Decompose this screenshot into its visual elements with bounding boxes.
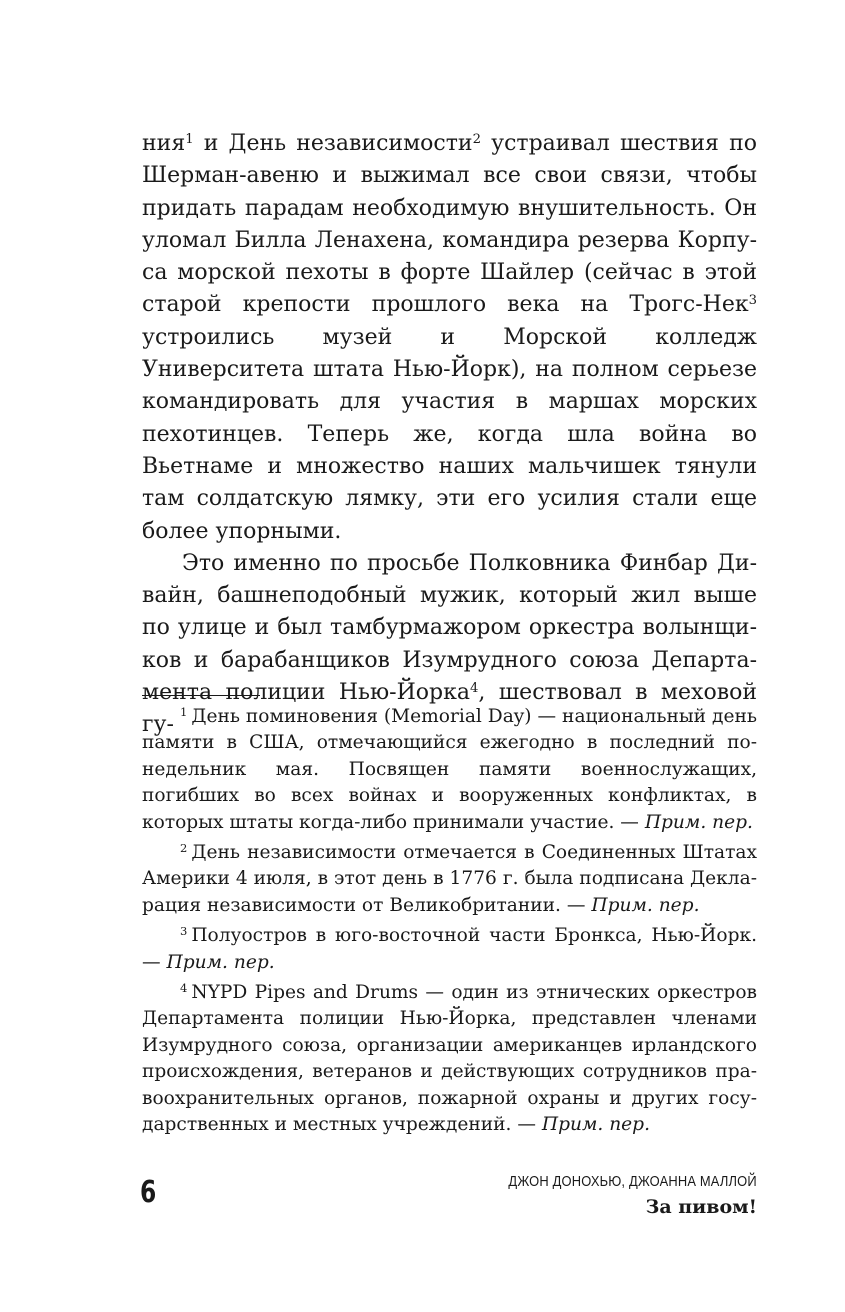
text-run: ния (142, 131, 186, 156)
footnote-divider (142, 695, 260, 696)
footnote-text: Полуостров в юго-восточной части Бронкса, Нью-Йорк. — (142, 925, 757, 973)
text-run: устраивал шествия по Шерман-авеню и выжимал все свои связи, чтобы придать парадам необходимую внушительность. Он уломал Билла Ленахена, командира резерва Корпуса морской пехоты в форте Шайлер (сейчас в этой старой крепости прошлого века на Трогс-Нек (142, 131, 757, 318)
footnote-3 (142, 923, 757, 976)
footnote-2 (142, 840, 757, 919)
running-book-title: За пивом! (645, 1196, 757, 1218)
footnote-number: 3 (180, 924, 188, 939)
translator-note: Прим. пер. (591, 894, 700, 916)
main-text (142, 128, 757, 742)
translator-note: Прим. пер. (541, 1114, 650, 1136)
translator-note: Прим. пер. (166, 951, 275, 973)
footnote-text: День поминовения (Memorial Day) — национальный день памяти в США, отмечающийся ежегодно в последний понедельник мая. Посвящен памяти военнослужащих, погибших во всех войнах и вооруженных конфликтах, в которых штаты когда-либо принимали участие. — (142, 706, 757, 833)
footnote-ref-2[interactable]: 2 (472, 131, 481, 147)
footnote-number: 1 (180, 705, 188, 720)
footnote-4 (142, 980, 757, 1138)
footnote-number: 4 (180, 981, 188, 996)
text-run: Это именно по просьбе Полковника Финбар Дивайн, башнеподобный мужик, который жил выше по улице и был тамбурмажором оркестра волынщиков и барабанщиков Изумрудного союза Департамента полиции Нью-Йорка (142, 550, 757, 706)
translator-note: Прим. пер. (644, 811, 753, 833)
running-footer (468, 1172, 757, 1220)
text-run: и День независимости (193, 131, 473, 156)
running-authors: ДЖОН ДОНОХЬЮ, ДЖОАННА МАЛЛОЙ (508, 1173, 757, 1190)
body-paragraph-1 (142, 128, 757, 548)
text-run: устроились музей и Морской колледж Университета штата Нью-Йорк), на полном серьезе командировать для участия в маршах морских пехотинцев. Теперь же, когда шла война во Вьетнаме и множество наших мальчишек тянули там солдатскую лямку, эти его усилия стали еще более упорными. (142, 324, 757, 544)
footnote-ref-3[interactable]: 3 (748, 293, 757, 309)
footnote-1 (142, 704, 757, 836)
footnote-number: 2 (180, 841, 188, 856)
footnotes (142, 704, 757, 1143)
footnote-text: День независимости отмечается в Соединенных Штатах Америки 4 июля, в этот день в 1776 г. была подписана Декларация независимости от Великобритании. — (142, 842, 757, 916)
footnote-text: NYPD Pipes and Drums — один из этнических оркестров Департамента полиции Нью-Йорка, представлен членами Изумрудного союза, организации американцев ирландского происхождения, ветеранов и действующих сотрудников правоохранительных органов, пожарной охраны и других государственных и местных учреждений. — (142, 982, 757, 1136)
text-run: , шествовал в меховой гу- (142, 680, 757, 738)
page-number: 6 (140, 1175, 157, 1210)
footnote-ref-1[interactable]: 1 (185, 131, 194, 147)
footnote-ref-4[interactable]: 4 (469, 680, 479, 696)
